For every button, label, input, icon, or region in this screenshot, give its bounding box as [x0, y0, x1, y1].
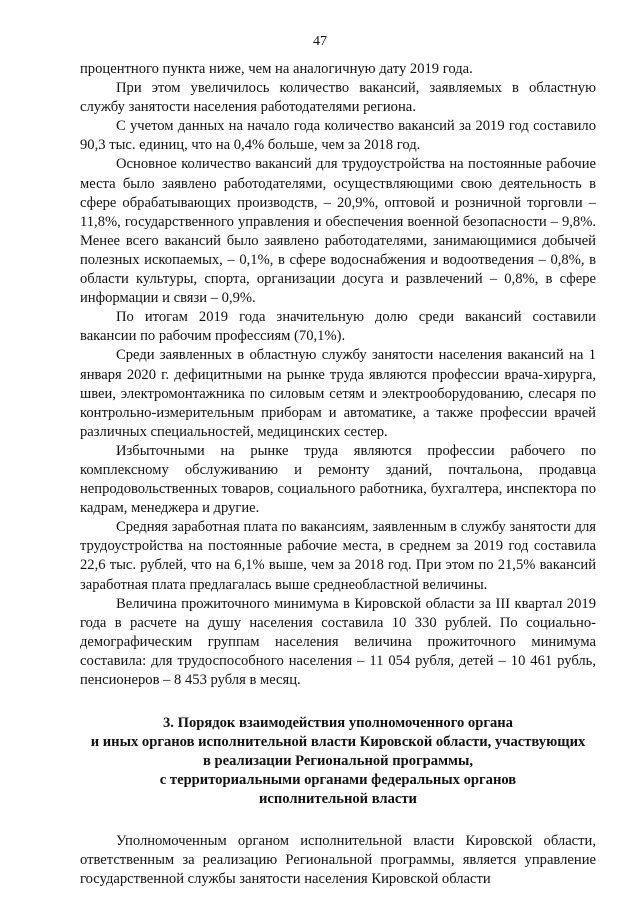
section-heading-line: 3. Порядок взаимодействия уполномоченного органа [163, 715, 513, 732]
paragraph: Средняя заработная плата по вакансиям, заявленным в службу занятости для трудоустройства на постоянные рабочие места, в среднем за 2019 год составила 22,6 тыс. рублей, что на 6,1% выше, чем за 2018 год. При этом по 21,5% вакансий заработная плата предлагалась выше среднеобластной величины. [80, 519, 596, 593]
page-number: 47 [313, 34, 327, 49]
paragraph: Уполномоченным органом исполнительной власти Кировской области, ответственным за реализацию Региональной программы, является управление государственной службы занятости населения Кировской области [80, 832, 596, 887]
paragraph: Основное количество вакансий для трудоустройства на постоянные рабочие места было заявлено работодателями, осуществляющими свою деятельность в сфере обрабатывающих производств, – 20,9%, оптовой и розничной торговли – 11,8%, государственного управления и обеспечения военной безопасности – 9,8%. Менее всего вакансий было заявлено работодателями, занимающимися добычей полезных ископаемых, – 0,1%, в сфере водоснабжения и водоотведения – 0,8%, в области культуры, спорта, организации досуга и развлечений – 0,8%, в сфере информации и связи – 0,9%. [80, 156, 596, 307]
paragraph: Среди заявленных в областную службу занятости населения вакансий на 1 января 2020 г. дефицитными на рынке труда являются профессии врача-хирурга, швеи, электромонтажника по силовым сетям и электрооборудованию, слесаря по контрольно-измерительным приборам и автоматике, а также профессии врачей различных специальностей, медицинских сестер. [80, 347, 596, 440]
section-heading-line: исполнительной власти [259, 791, 417, 808]
paragraph: Избыточными на рынке труда являются профессии рабочего по комплексному обслуживанию и ремонту зданий, почтальона, продавца непродовольственных товаров, социального работника, бухгалтера, инспектора по кадрам, менеджера и другие. [80, 442, 596, 517]
section-heading [80, 714, 596, 809]
section-heading-line: с территориальными органами федеральных органов [159, 772, 517, 789]
paragraph: Величина прожиточного минимума в Кировской области за III квартал 2019 года в расчете на душу населения составила 10 330 рублей. По социально-демографическим группам населения величина прожиточного минимума составила: для трудоспособного населения – 11 054 рубля, детей – 10 461 рубль, пенсионеров – 8 453 рубля в месяц. [80, 595, 596, 688]
paragraph: По итогам 2019 года значительную долю среди вакансий составили вакансии по рабочим профессиям (70,1%). [80, 309, 596, 345]
section-heading-line: в реализации Региональной программы, [203, 753, 473, 770]
paragraph: С учетом данных на начало года количество вакансий за 2019 год составило 90,3 тыс. единиц, что на 0,4% больше, чем за 2018 год. [80, 118, 596, 154]
paragraph: процентного пункта ниже, чем на аналогичную дату 2019 года. [80, 61, 473, 77]
section-heading-line: и иных органов исполнительной власти Кировской области, участвующих [90, 734, 586, 751]
document-body [80, 60, 596, 889]
paragraph: При этом увеличилось количество вакансий, заявляемых в областную службу занятости населения работодателями региона. [80, 80, 596, 116]
